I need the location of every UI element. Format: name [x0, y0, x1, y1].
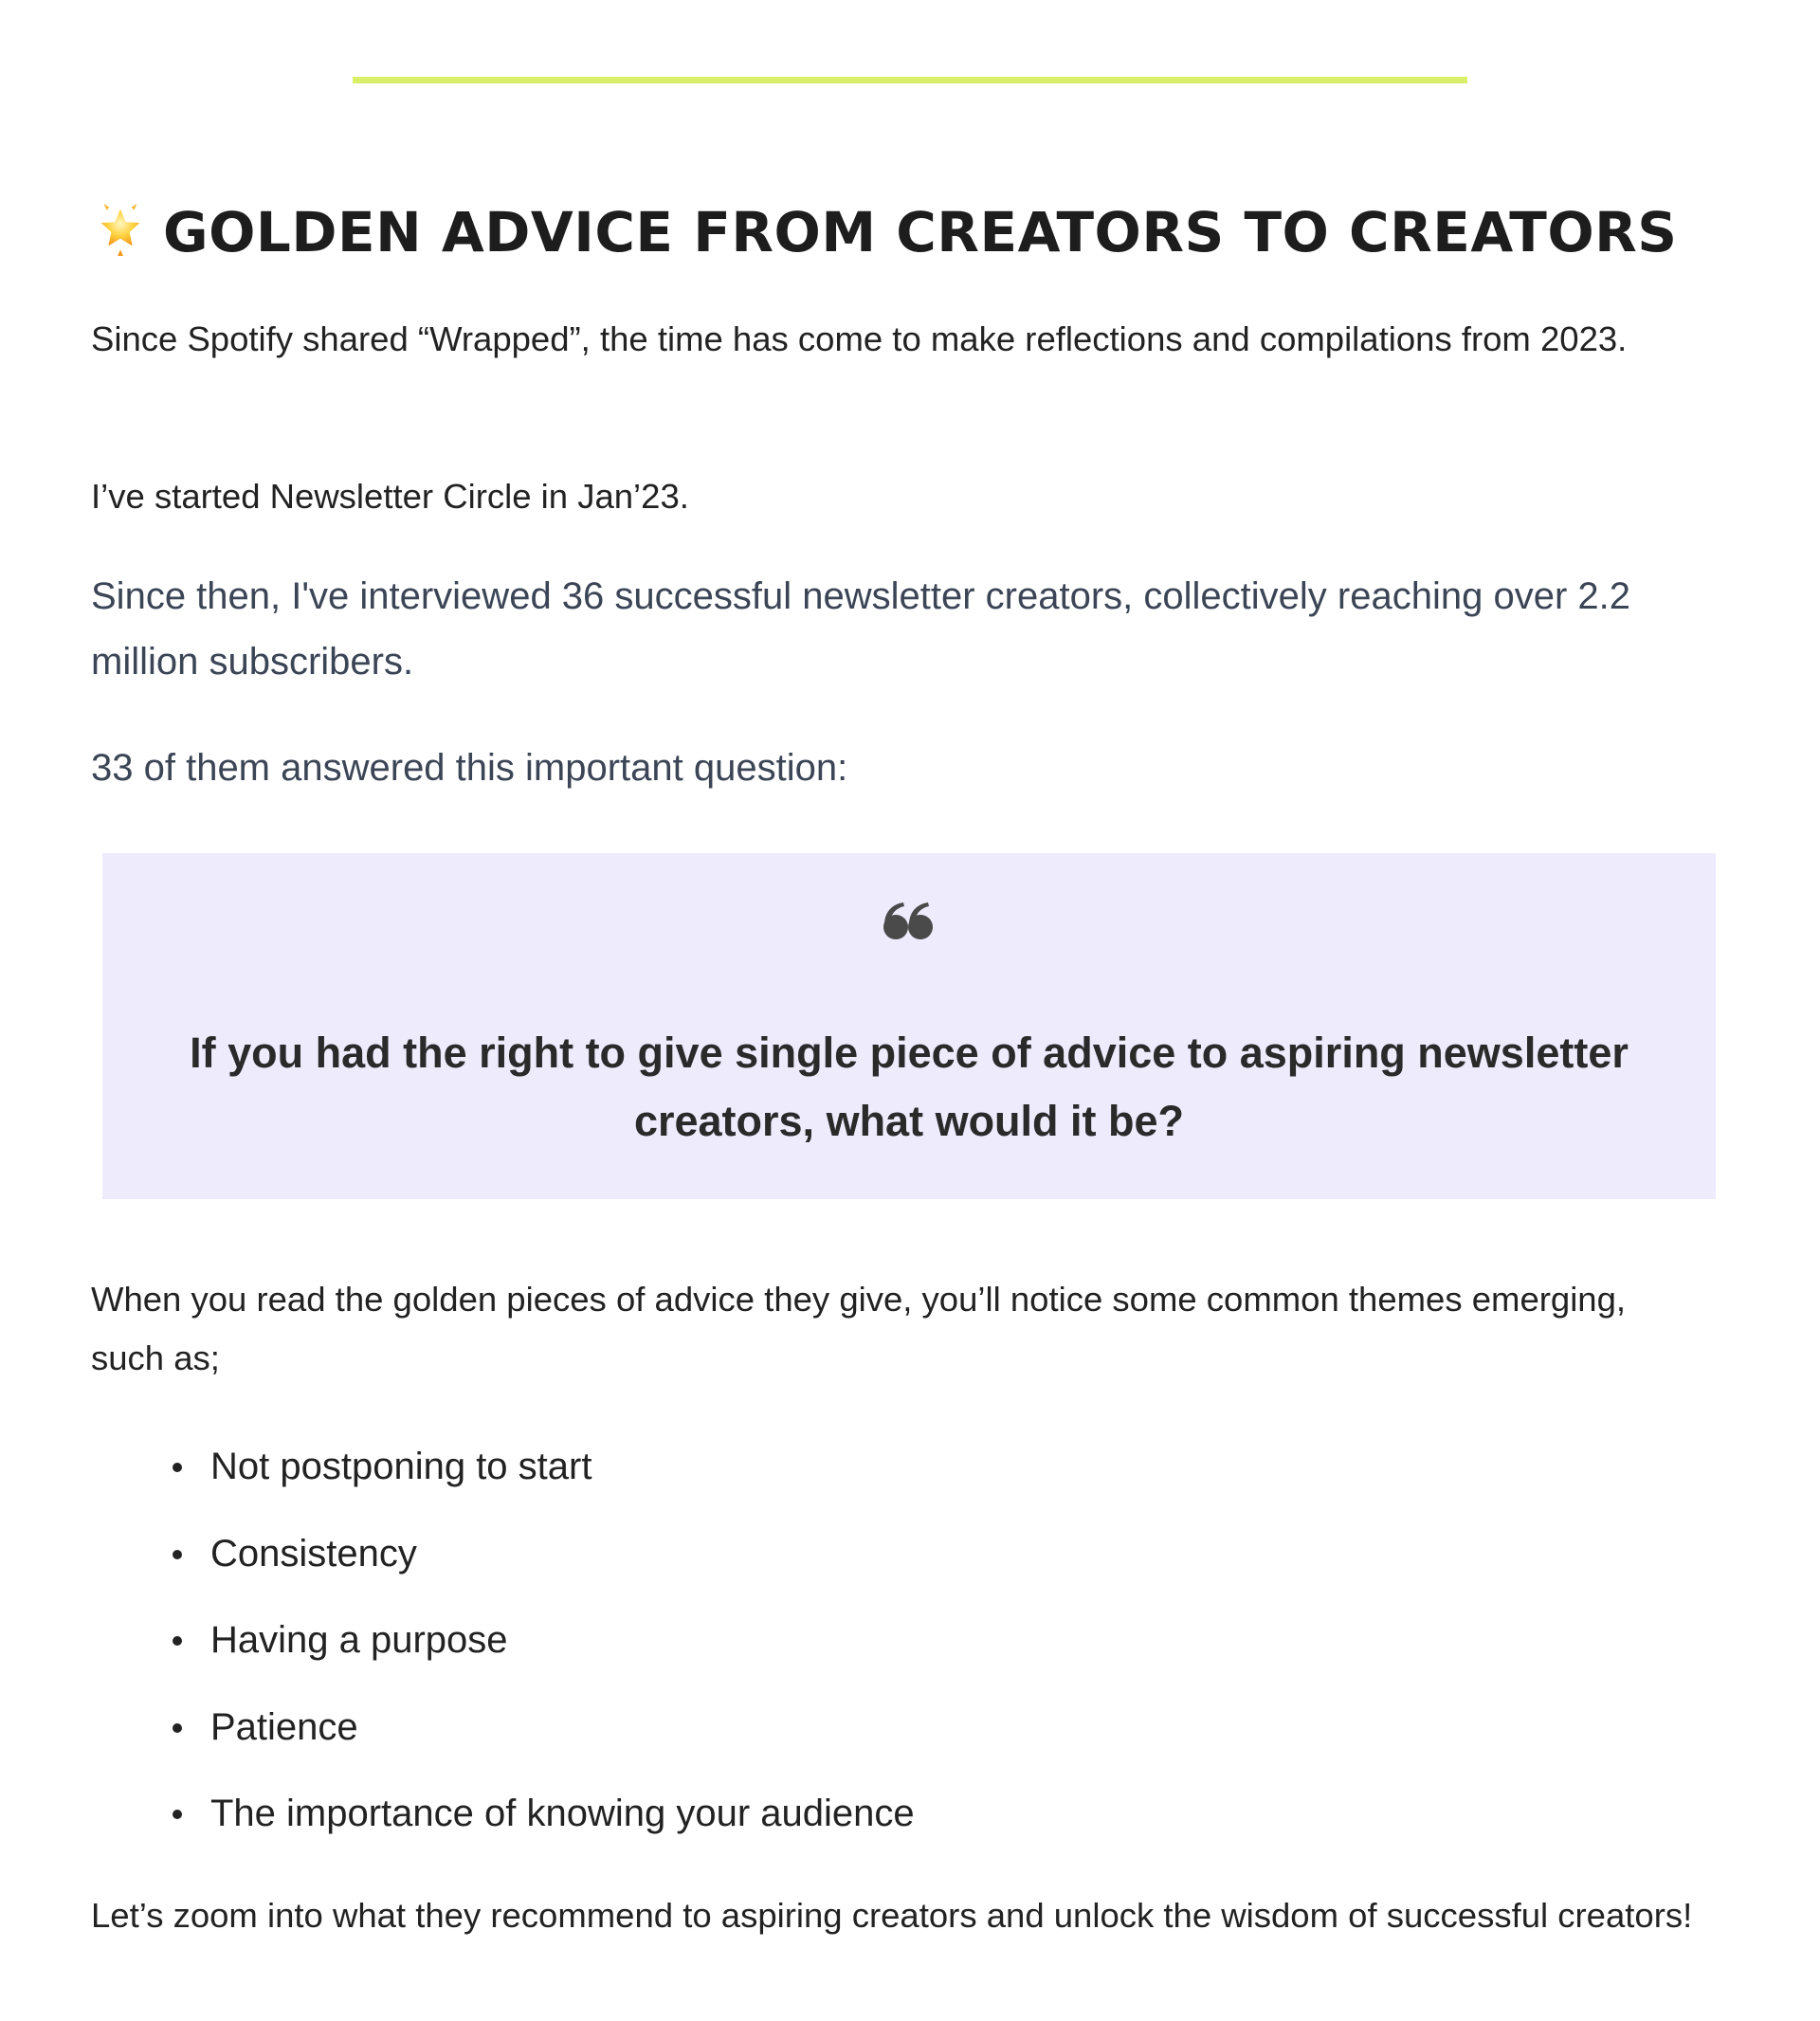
list-item: Not postponing to start — [91, 1424, 915, 1511]
outro-paragraph: Let’s zoom into what they recommend to aspiring creators and unlock the wisdom of successful creators! — [91, 1896, 1693, 1935]
bullet-icon — [173, 1463, 182, 1472]
glowing-star-icon — [91, 198, 150, 257]
intro-paragraph-2: I’ve started Newsletter Circle in Jan’23. — [91, 477, 689, 516]
list-item: Patience — [91, 1684, 915, 1772]
bullet-icon — [173, 1723, 182, 1733]
list-item: The importance of knowing your audience — [91, 1771, 915, 1858]
section-divider — [353, 77, 1467, 83]
intro-paragraph-4: 33 of them answered this important question: — [91, 747, 848, 789]
intro-paragraph-3: Since then, I've interviewed 36 successful newsletter creators, collectively reaching over 2.2 million subscribers. — [91, 575, 1630, 683]
bullet-icon — [173, 1636, 182, 1646]
themes-intro-paragraph: When you read the golden pieces of advice they give, you’ll notice some common themes emerging, such as; — [91, 1280, 1627, 1377]
section-heading — [91, 194, 1678, 270]
bullet-icon — [173, 1550, 182, 1559]
intro-paragraph-1: Since Spotify shared “Wrapped”, the time has come to make reflections and compilations from 2023. — [91, 319, 1628, 358]
list-item: Consistency — [91, 1511, 915, 1598]
list-item: Having a purpose — [91, 1597, 915, 1684]
question-blockquote — [102, 853, 1716, 1199]
quote-open-icon — [881, 899, 937, 942]
section-heading-text: GOLDEN ADVICE FROM CREATORS TO CREATORS — [163, 200, 1678, 264]
themes-list — [91, 1424, 915, 1858]
bullet-icon — [173, 1810, 182, 1819]
question-text: If you had the right to give single piece of advice to aspiring newsletter creators, what would it be? — [190, 1029, 1629, 1145]
